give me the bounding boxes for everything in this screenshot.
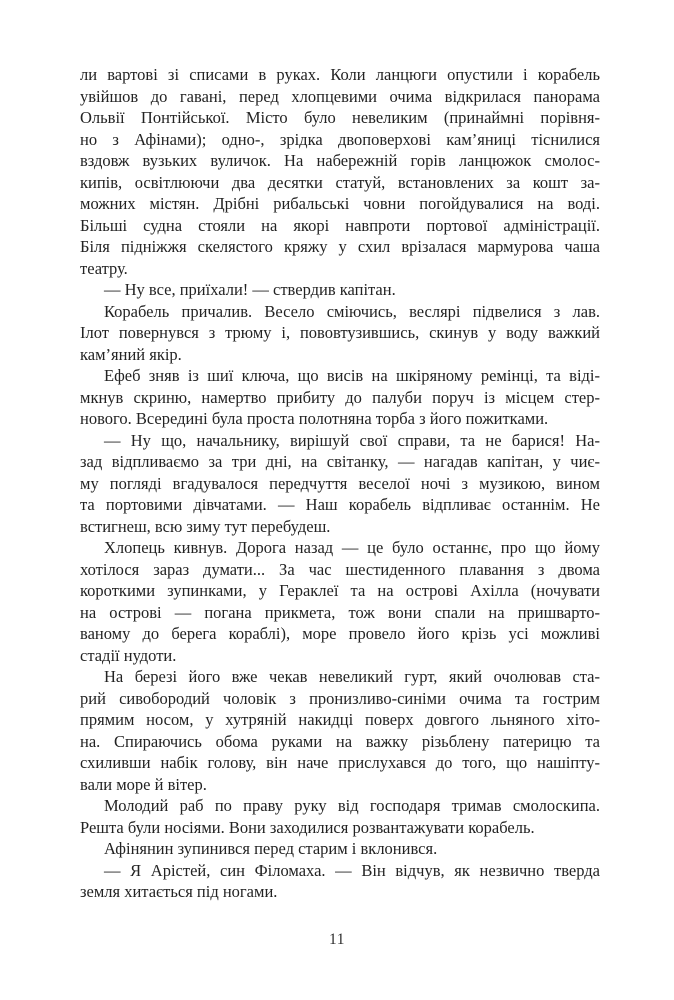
text-line: та портовими дівчатами. — Наш корабель відпливає останнім. Не: [80, 495, 600, 514]
paragraph: [80, 64, 600, 279]
text-line: Ефеб зняв із шиї ключа, що висів на шкіряному ремінці, та віді-: [104, 366, 600, 385]
text-line: Афінянин зупинився перед старим і вклонився.: [104, 839, 438, 858]
text-line: можних містян. Дрібні рибальські човни погойдувалися на воді.: [80, 194, 600, 213]
text-line: — Я Арістей, син Філомаха. — Він відчув, як незвично тверда: [104, 860, 600, 880]
text-line: Молодий раб по праву руку від господаря тримав смолоскипа.: [104, 796, 600, 815]
paragraph: [80, 666, 600, 795]
paragraph: [80, 301, 600, 366]
text-line: нового. Всередині була проста полотняна торба з його пожитками.: [80, 409, 549, 428]
text-line: На березі його вже чекав невеликий гурт, який очолював ста-: [104, 667, 600, 686]
text-line: увійшов до гавані, перед хлопцевими очима відкрилася панорама: [80, 86, 600, 106]
paragraph: [80, 365, 600, 430]
text-line: рий сивобородий чоловік з пронизливо-синіми очима та гострим: [80, 688, 600, 708]
text-line: му погляді вгадувалося передчуття веселої ночі з музикою, вином: [80, 473, 600, 493]
text-line: мкнув скриню, намертво прибиту до палуби поруч із місцем стер-: [80, 387, 600, 407]
text-line: схиливши набік голову, він наче прислухався до того, що нашіпту-: [80, 753, 600, 772]
text-line: Більші судна стояли на якорі навпроти портової адміністрації.: [80, 215, 600, 235]
text-block: [80, 64, 600, 903]
paragraph: [80, 795, 600, 838]
text-line: — Ну все, приїхали! — ствердив капітан.: [104, 280, 396, 299]
text-line: ваному до берега кораблі), море провело його крізь усі можливі: [80, 624, 600, 643]
text-line: хотілося зараз думати... За час шестиденного плавання з двома: [80, 559, 600, 579]
paragraph: [80, 860, 600, 903]
text-line: Біля підніжжя скелястого кряжу у схил врізалася мармурова чаша: [80, 237, 600, 256]
text-line: театру.: [80, 258, 128, 278]
text-line: но з Афінами); одно-, зрідка двоповерхові кам’яниці тіснилися: [80, 129, 600, 149]
text-line: земля хитається під ногами.: [80, 882, 278, 901]
text-line: на. Спираючись обома руками на важку різьблену патерицю та: [80, 731, 600, 751]
paragraph: [80, 430, 600, 538]
text-line: стадії нудоти.: [80, 645, 177, 665]
paragraph: [80, 537, 600, 666]
text-line: — Ну що, начальнику, вирішуй свої справи, та не барися! На-: [104, 430, 600, 450]
text-line: Ілот повернувся з трюму і, пововтузившись, скинув у воду важкий: [80, 323, 600, 342]
paragraph: [80, 279, 600, 301]
text-line: Корабель причалив. Весело сміючись, веслярі підвелися з лав.: [104, 301, 600, 321]
text-line: Решта були носіями. Вони заходилися розвантажувати корабель.: [80, 817, 535, 837]
text-line: вали море й вітер.: [80, 774, 207, 794]
text-line: Хлопець кивнув. Дорога назад — це було останнє, про що йому: [104, 538, 600, 557]
page-number: 11: [329, 931, 345, 948]
text-line: встигнеш, всю зиму тут перебудеш.: [80, 516, 331, 536]
text-line: вздовж вузьких вуличок. На набережній горів ланцюжок смолос-: [80, 151, 600, 170]
paragraph: [80, 838, 600, 860]
text-line: короткими зупинками, у Гераклеї та на острові Ахілла (ночувати: [80, 581, 600, 600]
text-line: на острові — погана прикмета, тож вони спали на пришварто-: [80, 602, 600, 622]
text-line: кам’яний якір.: [80, 344, 182, 364]
text-line: Ольвії Понтійської. Місто було невеликим (принаймні порівня-: [80, 108, 600, 127]
text-line: кипів, освітлюючи два десятки статуй, встановлених за кошт за-: [80, 172, 600, 192]
text-line: прямим носом, у хутряній накидці поверх довгого льняного хіто-: [80, 710, 600, 729]
text-line: ли вартові зі списами в руках. Коли ланцюги опустили і корабель: [80, 65, 600, 84]
text-line: зад відпливаємо за три дні, на світанку, — нагадав капітан, у чиє-: [80, 452, 600, 471]
